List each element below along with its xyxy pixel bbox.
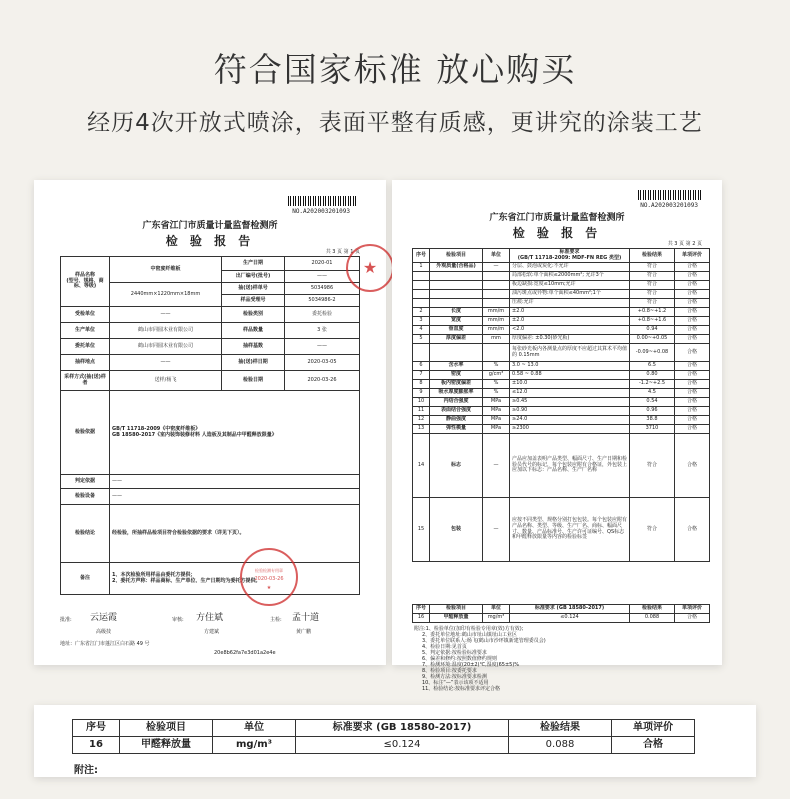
table-cell: —	[483, 434, 510, 498]
table-cell: g/cm³	[483, 371, 510, 380]
table-cell	[413, 281, 430, 290]
table-cell: MPa	[483, 416, 510, 425]
table-cell	[483, 344, 510, 362]
table-cell: 合格	[675, 416, 710, 425]
table-cell: 15	[413, 498, 430, 562]
table-cell	[413, 299, 430, 308]
table-cell: 3.0 ~ 13.0	[510, 362, 630, 371]
table-cell	[430, 344, 483, 362]
table-row	[413, 380, 710, 389]
table-header-cell: 序号	[413, 249, 430, 263]
table-cell: 合格	[675, 308, 710, 317]
table-cell: mm/m	[483, 317, 510, 326]
table-row	[413, 416, 710, 425]
table-cell: 合格	[675, 371, 710, 380]
note-line: 11、检验结论:按标准要求评定合格	[414, 686, 500, 692]
table-cell: %	[483, 380, 510, 389]
audit-title: 方建斌	[204, 629, 220, 635]
table-header-cell: 检验结果	[630, 249, 675, 263]
report-info-table: 样品名称 (型号、规格、商标、等级) 中密度纤维板 生产日期 2020-01 出厂编号(批号) —— 2440mm×1220mm×18mm 抽(送)样单号 5034986 样品受理号 5034986-2 受检单位 —— 检验类别 委托检验 生产单位 鹤山市同圆木业有限公司 样品数量 3 张 委托单位 鹤山市同圆木业有限公司 抽样基数 —— 抽样地点 —— 抽(送)样日期 2020-03-05 采样方式(抽(送)样者 送样/杨飞 检验日期 2020-03-26 检验依据 GB/T 11718-2009《中密度纤维板》 GB 18580-2017《室内装饰装修材料 人造板及其制品中甲醛释放限量》 判定依据 —— 检验设备 —— 检验结论 经检验，所抽样品检项目符合检验依据的要求（详见下页）。 备注 1、本次检验所用样品由委托方提供； 2、委托方声称：样品商标、生产单位、生产日期均为委托方提供。	[60, 256, 360, 595]
formaldehyde-table: 序号 检验项目 单位 标准要求 (GB 18580-2017) 检验结果 单项评价 16 甲醛释放量 mg/m³ ≤0.124 0.088 合格	[412, 604, 710, 623]
report-sheet-page-1	[34, 180, 386, 665]
table-row	[413, 425, 710, 434]
table-row	[413, 290, 710, 299]
table-row	[413, 335, 710, 344]
table-cell: 合格	[675, 272, 710, 281]
table-cell: 9	[413, 389, 430, 398]
table-cell	[413, 272, 430, 281]
table-cell: 5	[413, 335, 430, 344]
table-cell: 每张砂光板内各测量点的厚度不应超过其算术平均值的 0.15mm	[510, 344, 630, 362]
table-cell: 符合	[630, 272, 675, 281]
table-cell: ±10.0	[510, 380, 630, 389]
table-cell: 符合	[630, 290, 675, 299]
table-cell: 合格	[675, 263, 710, 272]
page-subtitle: 经历4次开放式喷涂，表面平整有质感，更讲究的涂装工艺	[87, 110, 703, 136]
table-cell: 吸水厚度膨胀率	[430, 389, 483, 398]
table-cell: 4	[413, 326, 430, 335]
table-cell: 符合	[630, 434, 675, 498]
table-cell: 38.8	[630, 416, 675, 425]
institute-name: 广东省江门市质量计量监督检测所	[489, 213, 625, 223]
formaldehyde-closeup	[34, 705, 756, 777]
institute-name: 广东省江门市质量计量监督检测所	[142, 221, 278, 231]
table-cell: 合格	[675, 389, 710, 398]
table-cell: 合格	[675, 398, 710, 407]
table-cell: mm	[483, 335, 510, 344]
main-inspector-title: 黄广鹏	[296, 629, 312, 635]
table-cell: 0.58 ~ 0.88	[510, 371, 630, 380]
audit-signature: 方住斌	[196, 613, 224, 623]
table-cell: 局部松软:单个面积≤2000mm²; 允许3个	[510, 272, 630, 281]
table-cell: 应按不同类型、规格分别打包包装。每个包装应附有产品名称、类型、等级、生产厂名、商标、幅面尺寸、数量、产品标准号、生产许可证编号、QS标志和甲醛释放限量等内容的检验标签	[510, 498, 630, 562]
table-header-cell: 检验项目	[430, 249, 483, 263]
table-cell: 静曲强度	[430, 416, 483, 425]
table-cell: 外观质量(合格品)	[430, 263, 483, 272]
table-cell: 合格	[675, 335, 710, 344]
notes-block	[414, 626, 714, 692]
note-line: 3、委托单位联系人:杨飞(鹤山市沙坪镇新建管理委员会)	[414, 638, 546, 644]
table-cell: 符合	[630, 498, 675, 562]
table-cell: 板内密度偏差	[430, 380, 483, 389]
table-cell: 7	[413, 371, 430, 380]
table-cell: 符合	[630, 281, 675, 290]
table-header-cell: 单位	[483, 249, 510, 263]
table-cell: 含水率	[430, 362, 483, 371]
table-cell: 符合	[630, 263, 675, 272]
table-cell: 厚度偏差: ±0.30(砂光板)	[510, 335, 630, 344]
table-cell	[413, 290, 430, 299]
report-sheet-page-2	[392, 180, 722, 692]
table-cell: 11	[413, 407, 430, 416]
table-cell: 内结合强度	[430, 398, 483, 407]
address: 地址：广东省江门市蓬江区白石路 49 号	[60, 641, 150, 647]
table-cell: 合格	[675, 290, 710, 299]
page-indicator: 共 3 页 第 1 页	[325, 249, 360, 255]
table-cell: 合格	[675, 407, 710, 416]
table-cell: 合格	[675, 425, 710, 434]
table-cell: 1	[413, 263, 430, 272]
note-line: 8、检验项目:按委托要求	[414, 668, 477, 674]
notes-label: 附注:	[74, 765, 98, 776]
table-cell: 13	[413, 425, 430, 434]
table-cell: 4.5	[630, 389, 675, 398]
table-row	[413, 299, 710, 308]
table-cell: +0.8~+1.2	[630, 308, 675, 317]
table-cell: 3710	[630, 425, 675, 434]
table-row	[413, 371, 710, 380]
table-cell: 14	[413, 434, 430, 498]
table-cell: 板边缺损:宽度≤10mm;允许	[510, 281, 630, 290]
table-cell: 符合	[630, 299, 675, 308]
table-cell: 宽度	[430, 317, 483, 326]
table-row	[413, 281, 710, 290]
table-cell: MPa	[483, 398, 510, 407]
table-cell: ≥24.0	[510, 416, 630, 425]
footer-code: 20e8b62fa7e3d01a2e4e	[214, 650, 276, 656]
table-cell: 合格	[675, 434, 710, 498]
table-cell: 产品应加盖表明产品类型、幅面尺寸、生产日期和检验员代号的标记，每个包装应附有合格证，外包装上应加以下标志：产品名称、生产厂名称	[510, 434, 630, 498]
table-cell: 包装	[430, 498, 483, 562]
table-cell: 合格	[675, 362, 710, 371]
table-cell: 2	[413, 308, 430, 317]
table-cell: —	[483, 498, 510, 562]
note-line: 4、检验日期:见首页	[414, 644, 467, 650]
table-cell: 合格	[675, 326, 710, 335]
table-cell: <2.0	[510, 326, 630, 335]
table-header-cell: 单项评价	[675, 249, 710, 263]
table-cell: 0.00~+0.05	[630, 335, 675, 344]
main-inspector-label: 主检:	[270, 617, 282, 623]
table-cell: MPa	[483, 407, 510, 416]
table-cell: 分层、鼓泡或炭化:不允许	[510, 263, 630, 272]
barcode-icon	[638, 190, 702, 200]
note-line: 7、检测环境:温度(20±2)℃,湿度(65±5)%	[414, 662, 520, 668]
inspection-stamp: 检验检测专用章 2020-03-26 ★	[240, 548, 298, 606]
approve-title: 高级技	[96, 629, 112, 635]
table-cell: mm/m	[483, 308, 510, 317]
table-cell: ±2.0	[510, 308, 630, 317]
note-line: 9、检测方法:按标准要求检测	[414, 674, 487, 680]
table-row	[413, 263, 710, 272]
table-row	[413, 317, 710, 326]
table-cell: 合格	[675, 380, 710, 389]
table-cell: 6.5	[630, 362, 675, 371]
table-cell: ≥0.45	[510, 398, 630, 407]
table-cell: 12	[413, 416, 430, 425]
table-row	[413, 344, 710, 362]
table-cell: %	[483, 389, 510, 398]
table-cell: -0.09~+0.08	[630, 344, 675, 362]
seal-stamp-icon: ★	[346, 244, 394, 292]
table-row	[413, 272, 710, 281]
table-cell: +0.8~+1.6	[630, 317, 675, 326]
report-title: 检 验 报 告	[512, 226, 602, 240]
table-cell: 表面结合强度	[430, 407, 483, 416]
table-cell: -1.2~+2.5	[630, 380, 675, 389]
main-inspector-signature: 孟十道	[292, 613, 320, 623]
table-cell: 合格	[675, 344, 710, 362]
inspection-results-table	[412, 248, 710, 562]
note-line: 5、判定依据:按检验标准要求	[414, 650, 487, 656]
table-cell: ≥0.90	[510, 407, 630, 416]
table-cell: 3	[413, 317, 430, 326]
table-cell: 8	[413, 380, 430, 389]
page-title: 符合国家标准 放心购买	[213, 50, 577, 89]
table-cell: ±2.0	[510, 317, 630, 326]
table-row	[413, 389, 710, 398]
table-cell: 0.54	[630, 398, 675, 407]
table-cell: 压痕:允许	[510, 299, 630, 308]
table-cell: ≥2300	[510, 425, 630, 434]
table-row	[413, 407, 710, 416]
table-header-cell: 标准要求 (GB/T 11718-2009: MDF-FN REG 类型)	[510, 249, 630, 263]
table-cell: mm/m	[483, 326, 510, 335]
table-cell: 10	[413, 398, 430, 407]
table-cell: 弹性模量	[430, 425, 483, 434]
table-cell: ≤12.0	[510, 389, 630, 398]
table-cell: 密度	[430, 371, 483, 380]
table-cell: 0.96	[630, 407, 675, 416]
report-title: 检 验 报 告	[165, 234, 255, 248]
table-cell	[430, 281, 483, 290]
report-number: NO.A202003201093	[292, 208, 350, 215]
note-line: 2、委托单位地址:鹤山市址山镇址山工业区	[414, 632, 517, 638]
table-row	[413, 308, 710, 317]
closeup-table: 序号 检验项目 单位 标准要求 (GB 18580-2017) 检验结果 单项评价 16 甲醛释放量 mg/m³ ≤0.124 0.088 合格	[72, 719, 695, 754]
note-line: 10、标注“—”表示该项不适用	[414, 680, 489, 686]
table-cell	[483, 290, 510, 299]
table-cell	[483, 272, 510, 281]
table-cell	[430, 299, 483, 308]
table-cell: %	[483, 362, 510, 371]
table-cell: 标志	[430, 434, 483, 498]
table-cell: 合格	[675, 317, 710, 326]
table-row	[413, 498, 710, 562]
table-cell: 合格	[675, 281, 710, 290]
table-cell	[413, 344, 430, 362]
approve-signature: 云运霞	[90, 613, 118, 623]
table-cell: —	[483, 263, 510, 272]
approve-label: 批准:	[60, 617, 72, 623]
table-cell: 垂直度	[430, 326, 483, 335]
table-cell: 0.80	[630, 371, 675, 380]
table-cell	[483, 281, 510, 290]
table-cell: 合格	[675, 498, 710, 562]
table-cell: 长度	[430, 308, 483, 317]
table-cell: 0.94	[630, 326, 675, 335]
table-cell	[483, 299, 510, 308]
table-row	[413, 362, 710, 371]
table-cell: 厚度偏差	[430, 335, 483, 344]
audit-label: 审核:	[172, 617, 184, 623]
note-line: 6、偏差和修约:按照数值修约规则	[414, 656, 497, 662]
table-cell: 油污斑点或异物:单个面积≤40mm²;1个	[510, 290, 630, 299]
table-row	[413, 326, 710, 335]
table-row	[413, 434, 710, 498]
table-cell: 6	[413, 362, 430, 371]
table-cell	[430, 290, 483, 299]
barcode-icon	[288, 196, 356, 206]
table-cell: 合格	[675, 299, 710, 308]
table-cell: MPa	[483, 425, 510, 434]
table-cell	[430, 272, 483, 281]
report-number: NO.A202003201093	[640, 202, 698, 209]
note-line: 附注:1、检验单位(加印有检验专用章(效)方有效);	[414, 626, 524, 632]
table-row	[413, 398, 710, 407]
page-indicator: 共 3 页 第 2 页	[667, 241, 702, 247]
